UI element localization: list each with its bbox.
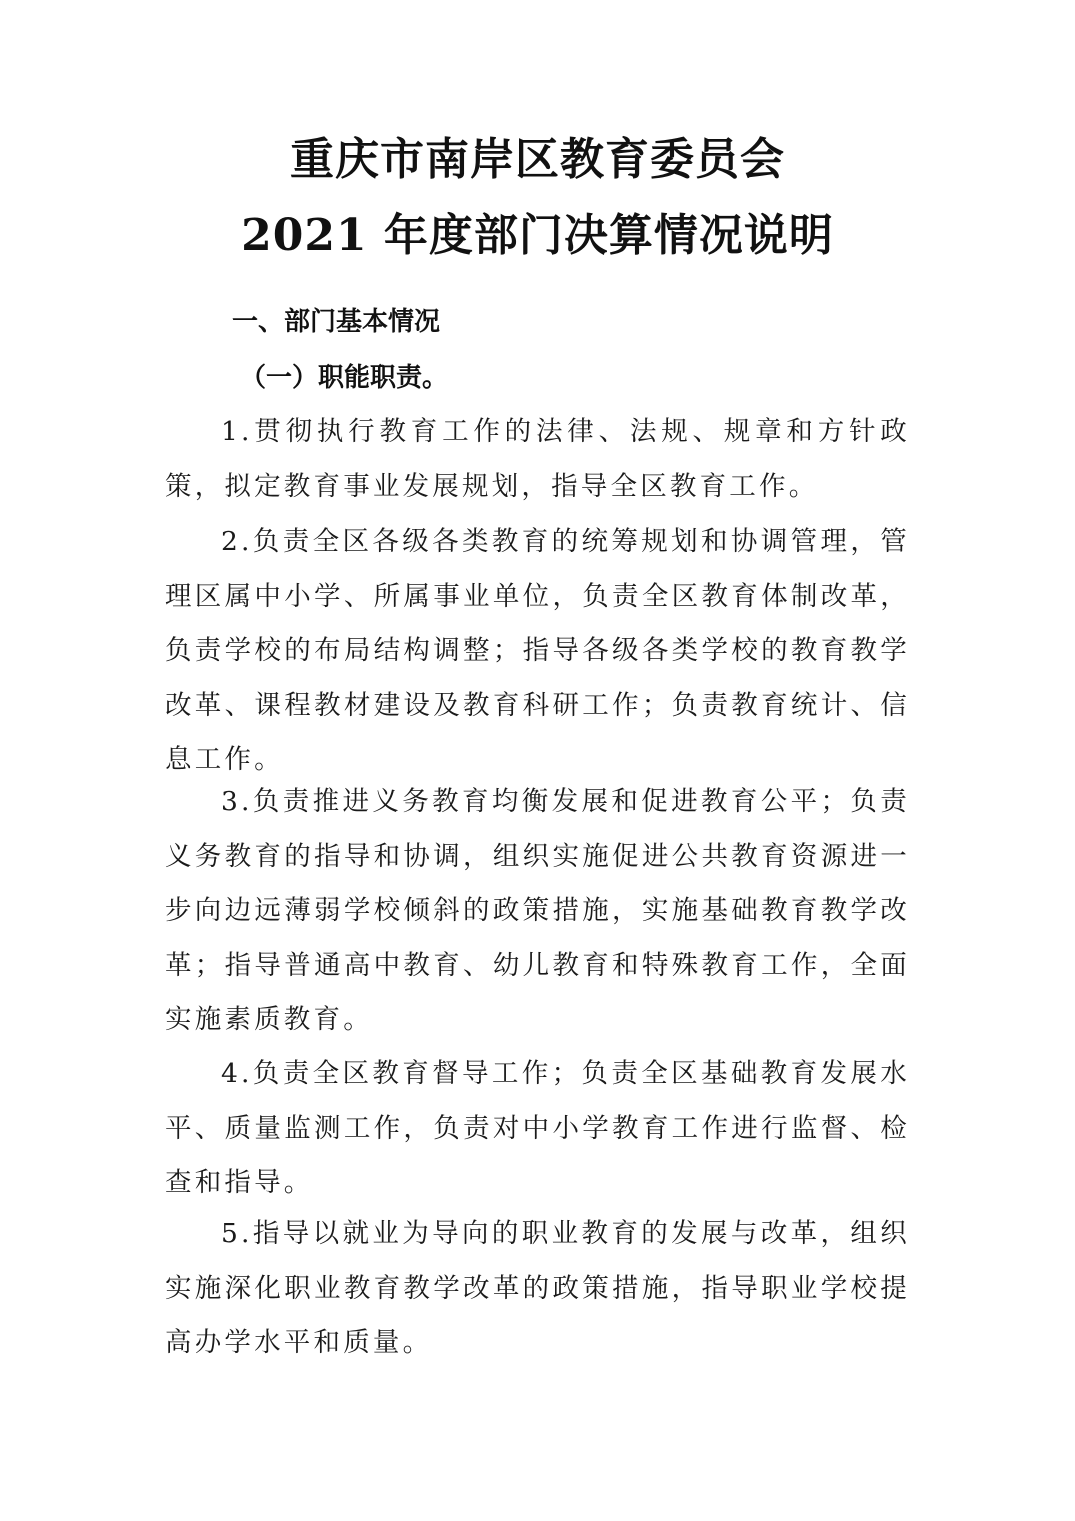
document-title-line-1: 重庆市南岸区教育委员会 bbox=[290, 134, 785, 185]
paragraph-1: 1.贯彻执行教育工作的法律、法规、规章和方针政策，拟定教育事业发展规划，指导全区教育工作。 bbox=[165, 416, 910, 502]
paragraph-5: 5.指导以就业为导向的职业教育的发展与改革，组织实施深化职业教育教学改革的政策措施，指导职业学校提高办学水平和质量。 bbox=[165, 1218, 910, 1358]
subsection-heading-functions: （一）职能职责。 bbox=[240, 363, 449, 393]
document-title-line-2: 2021 年度部门决算情况说明 bbox=[241, 210, 834, 261]
paragraph-4: 4.负责全区教育督导工作；负责全区基础教育发展水平、质量监测工作，负责对中小学教育工作进行监督、检查和指导。 bbox=[165, 1058, 910, 1198]
section-heading-basic-info: 一、部门基本情况 bbox=[232, 307, 441, 337]
paragraph-3: 3.负责推进义务教育均衡发展和促进教育公平；负责义务教育的指导和协调，组织实施促进公共教育资源进一步向边远薄弱学校倾斜的政策措施，实施基础教育教学改革；指导普通高中教育、幼儿教育和特殊教育工作，全面实施素质教育。 bbox=[165, 786, 910, 1035]
paragraph-2: 2.负责全区各级各类教育的统筹规划和协调管理，管理区属中小学、所属事业单位，负责全区教育体制改革，负责学校的布局结构调整；指导各级各类学校的教育教学改革、课程教材建设及教育科研工作；负责教育统计、信息工作。 bbox=[165, 526, 910, 775]
